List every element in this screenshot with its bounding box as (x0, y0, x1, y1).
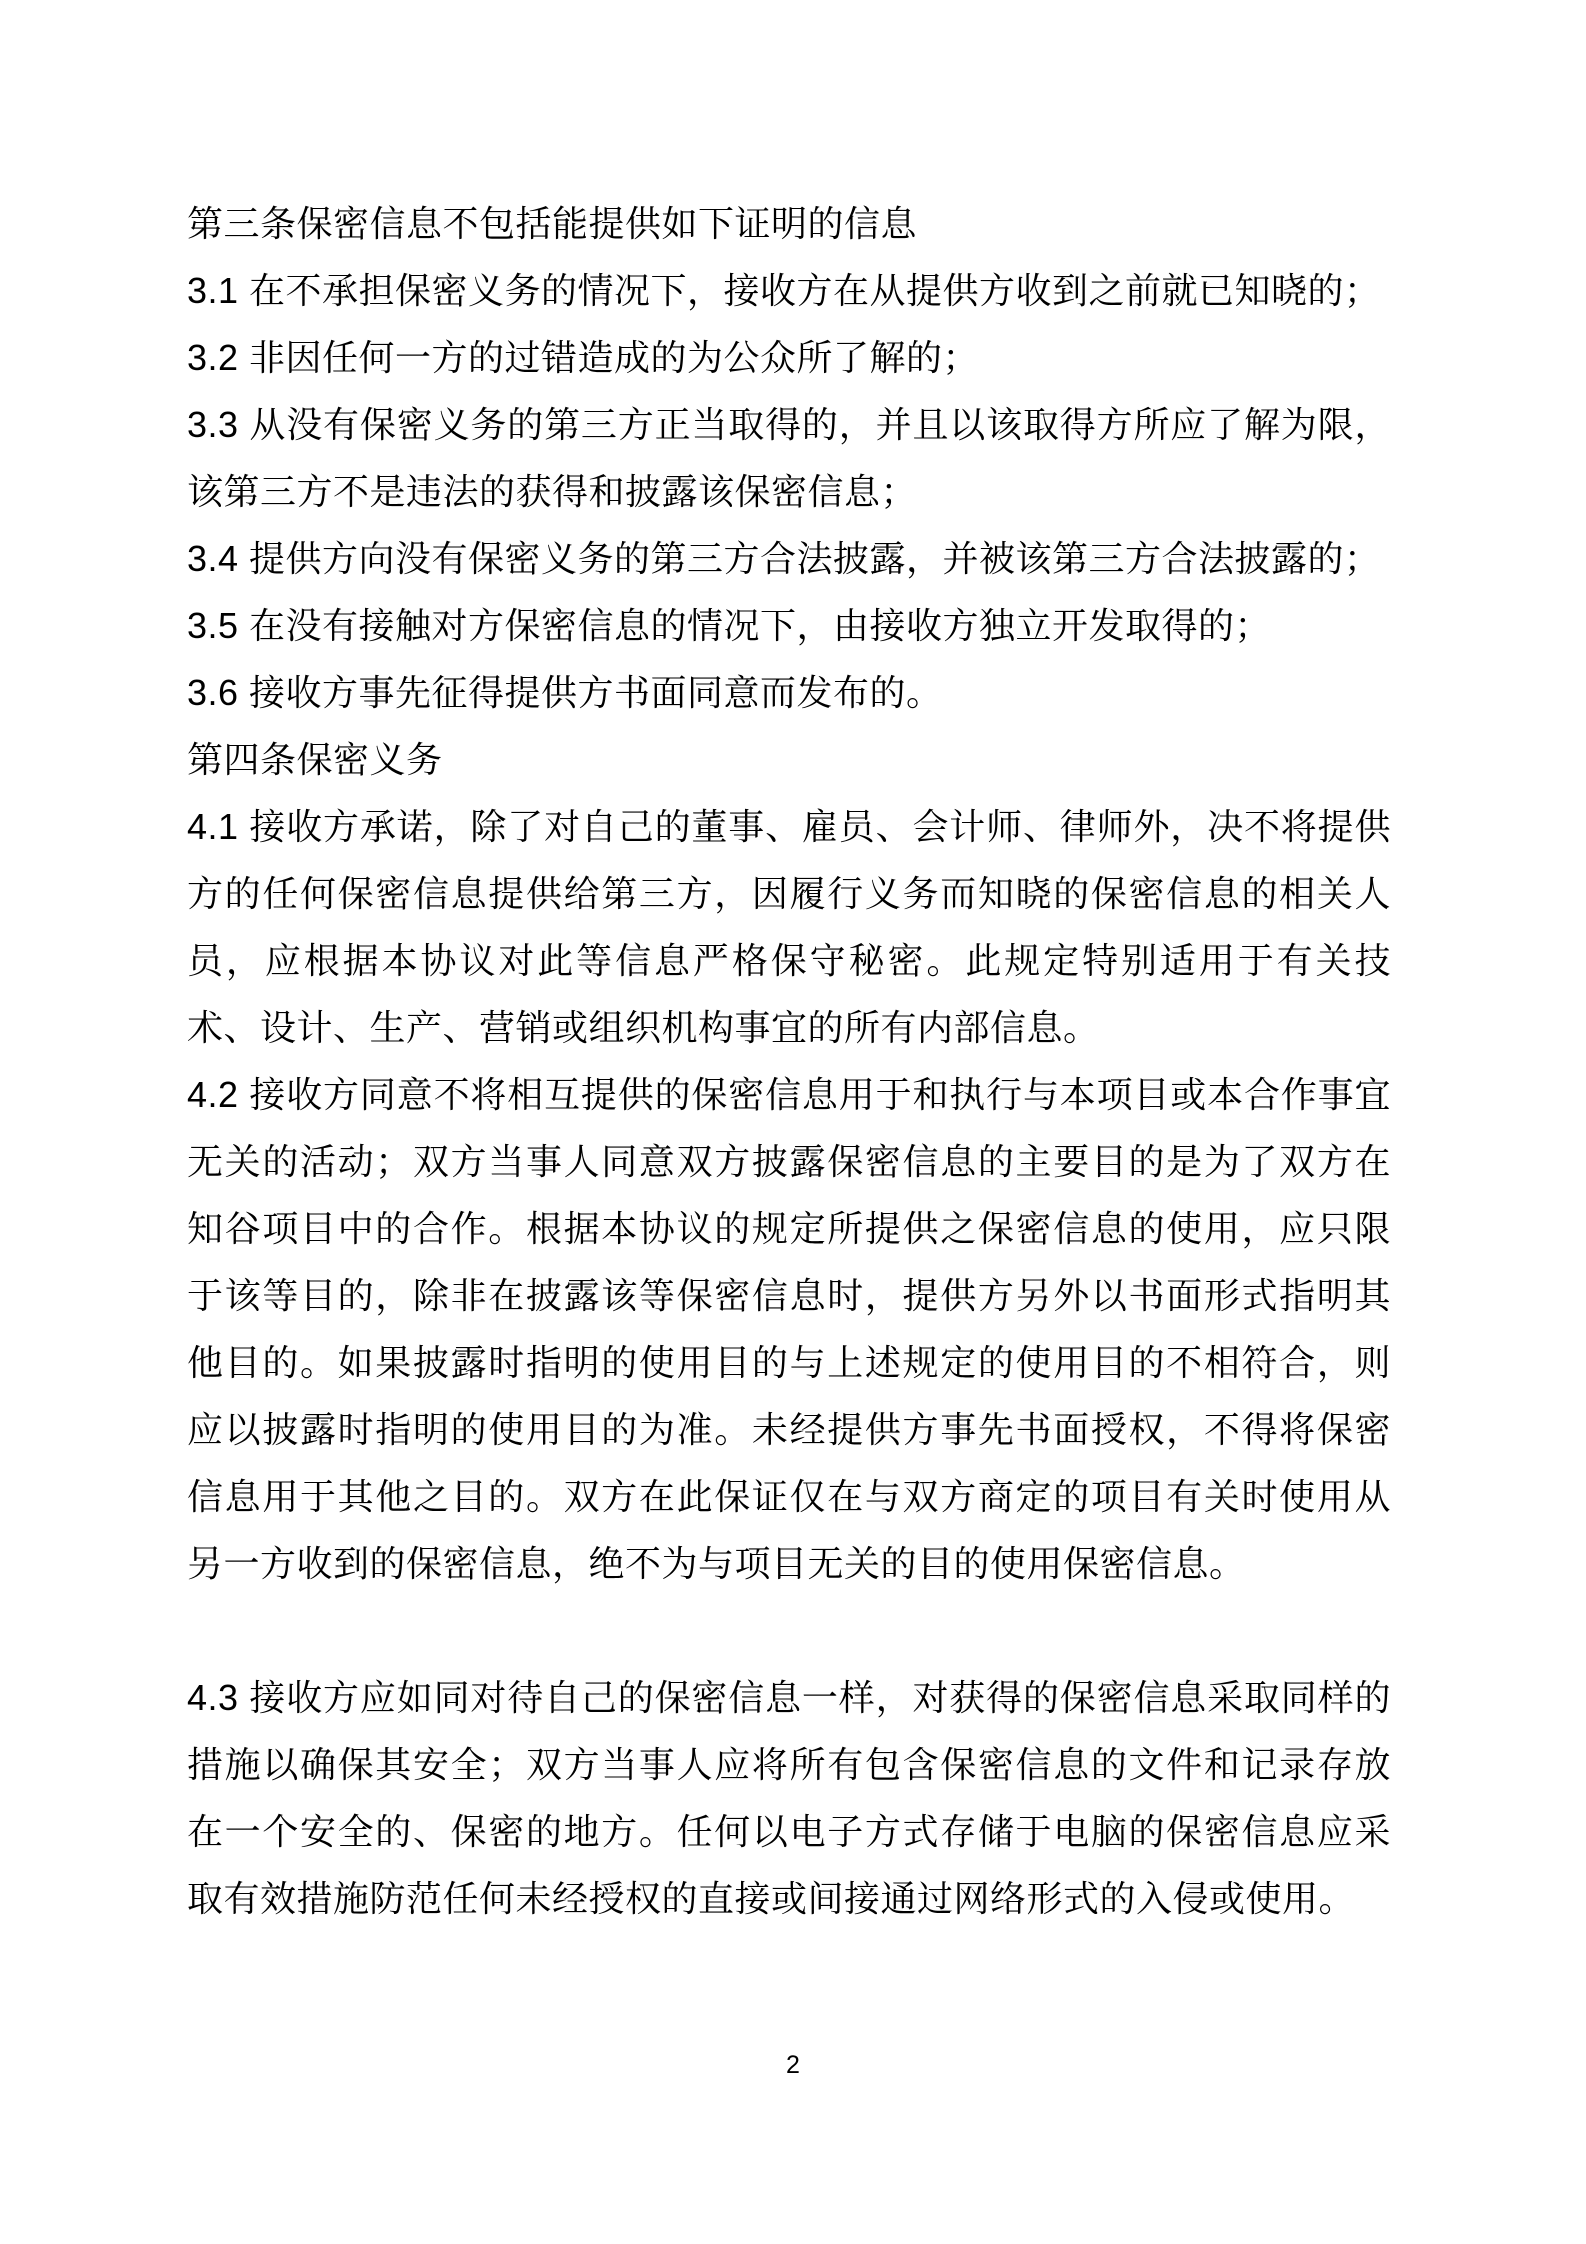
blank-line (187, 1597, 1391, 1664)
page-number: 2 (786, 2051, 800, 2079)
paragraph: 3.2 非因任何一方的过错造成的为公众所了解的； (187, 337, 980, 378)
paragraph: 3.6 接收方事先征得提供方书面同意而发布的。 (187, 672, 943, 713)
paragraph: 3.5 在没有接触对方保密信息的情况下，由接收方独立开发取得的； (187, 605, 1272, 646)
paragraph: 3.1 在不承担保密义务的情况下，接收方在从提供方收到之前就已知晓的； (187, 270, 1381, 311)
paragraph: 3.3 从没有保密义务的第三方正当取得的，并且以该取得方所应了解为限，该第三方不是违法的获得和披露该保密信息； (187, 404, 1391, 512)
section-heading: 第三条保密信息不包括能提供如下证明的信息 (187, 203, 918, 244)
paragraph: 4.1 接收方承诺，除了对自己的董事、雇员、会计师、律师外，决不将提供方的任何保密信息提供给第三方，因履行义务而知晓的保密信息的相关人员，应根据本协议对此等信息严格保守秘密。此规定特别适用于有关技术、设计、生产、营销或组织机构事宜的所有内部信息。 (187, 806, 1391, 1048)
section-heading: 第四条保密义务 (187, 739, 443, 780)
document-body (187, 190, 1391, 1932)
paragraph: 3.4 提供方向没有保密义务的第三方合法披露，并被该第三方合法披露的； (187, 538, 1381, 579)
paragraph: 4.3 接收方应如同对待自己的保密信息一样，对获得的保密信息采取同样的措施以确保其安全；双方当事人应将所有包含保密信息的文件和记录存放在一个安全的、保密的地方。任何以电子方式存储于电脑的保密信息应采取有效措施防范任何未经授权的直接或间接通过网络形式的入侵或使用。 (187, 1677, 1391, 1919)
paragraph: 4.2 接收方同意不将相互提供的保密信息用于和执行与本项目或本合作事宜无关的活动；双方当事人同意双方披露保密信息的主要目的是为了双方在知谷项目中的合作。根据本协议的规定所提供之保密信息的使用，应只限于该等目的，除非在披露该等保密信息时，提供方另外以书面形式指明其他目的。如果披露时指明的使用目的与上述规定的使用目的不相符合，则应以披露时指明的使用目的为准。未经提供方事先书面授权，不得将保密信息用于其他之目的。双方在此保证仅在与双方商定的项目有关时使用从另一方收到的保密信息，绝不为与项目无关的目的使用保密信息。 (187, 1074, 1391, 1584)
